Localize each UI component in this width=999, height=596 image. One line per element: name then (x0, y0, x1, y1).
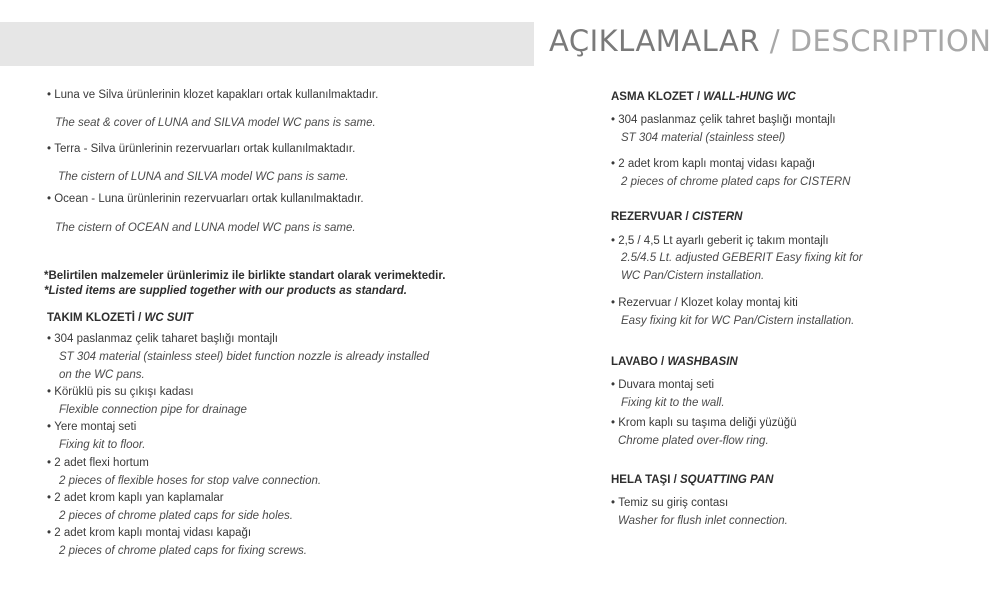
note-3-tr: • Ocean - Luna ürünlerinin rezervuarları ortak kullanılmaktadır. (47, 192, 364, 206)
cistern-item-2-tr: • Rezervuar / Klozet kolay montaj kiti (611, 296, 798, 310)
wc-suit-item-1-en: ST 304 material (stainless steel) bidet function nozzle is already installed (59, 351, 430, 363)
wall-hung-item-2-tr: • 2 adet krom kaplı montaj vidası kapağı (611, 157, 815, 171)
wc-suit-item-1-tr: • 304 paslanmaz çelik taharet başlığı montajlı (47, 332, 278, 346)
wc-suit-item-5-en: 2 pieces of chrome plated caps for side holes. (59, 510, 293, 522)
header-band (0, 22, 534, 66)
title-sep: / (759, 24, 790, 58)
wc-suit-item-1-en2: on the WC pans. (59, 369, 145, 381)
page-title (549, 24, 992, 58)
wc-suit-item-4-tr: • 2 adet flexi hortum (47, 456, 149, 470)
wc-suit-item-2-tr: • Körüklü pis su çıkışı kadası (47, 385, 194, 399)
washbasin-item-2-tr: • Krom kaplı su taşıma deliği yüzüğü (611, 416, 797, 430)
cistern-heading: REZERVUAR / CISTERN (611, 211, 743, 223)
title-tr: AÇIKLAMALAR (549, 24, 760, 58)
wall-hung-item-2-en: 2 pieces of chrome plated caps for CISTERN (621, 176, 851, 188)
note-1-tr: • Luna ve Silva ürünlerinin klozet kapakları ortak kullanılmaktadır. (47, 88, 378, 102)
wc-suit-item-3-tr: • Yere montaj seti (47, 420, 136, 434)
washbasin-heading: LAVABO / WASHBASIN (611, 356, 738, 368)
wc-suit-item-6-tr: • 2 adet krom kaplı montaj vidası kapağı (47, 526, 251, 540)
squatting-heading: HELA TAŞI / SQUATTING PAN (611, 474, 774, 486)
wc-suit-item-6-en: 2 pieces of chrome plated caps for fixing screws. (59, 545, 308, 557)
wc-suit-heading: TAKIM KLOZETİ / WC SUIT (47, 312, 194, 324)
wall-hung-item-1-en: ST 304 material (stainless steel) (621, 132, 786, 144)
cistern-item-1-tr: • 2,5 / 4,5 Lt ayarlı geberit iç takım montajlı (611, 234, 829, 248)
note-2-en: The cistern of LUNA and SILVA model WC pans is same. (58, 171, 349, 183)
cistern-item-1-en: 2.5/4.5 Lt. adjusted GEBERIT Easy fixing kit for (621, 252, 863, 264)
cistern-item-2-en: Easy fixing kit for WC Pan/Cistern installation. (621, 315, 855, 327)
wc-suit-item-2-en: Flexible connection pipe for drainage (59, 404, 247, 416)
standard-note-tr: *Belirtilen malzemeler ürünlerimiz ile birlikte standart olarak verimektedir. (44, 270, 446, 282)
wall-hung-item-1-tr: • 304 paslanmaz çelik tahret başlığı montajlı (611, 113, 836, 127)
note-3-en: The cistern of OCEAN and LUNA model WC pans is same. (55, 222, 356, 234)
wc-suit-item-5-tr: • 2 adet krom kaplı yan kaplamalar (47, 491, 224, 505)
squatting-item-1-en: Washer for flush inlet connection. (618, 515, 788, 527)
squatting-item-1-tr: • Temiz su giriş contası (611, 496, 728, 510)
wc-suit-item-3-en: Fixing kit to floor. (59, 439, 146, 451)
title-en: DESCRIPTION (789, 24, 992, 58)
wall-hung-heading: ASMA KLOZET / WALL-HUNG WC (611, 91, 796, 103)
washbasin-item-1-en: Fixing kit to the wall. (621, 397, 725, 409)
wc-suit-item-4-en: 2 pieces of flexible hoses for stop valve connection. (59, 475, 322, 487)
standard-note-en: *Listed items are supplied together with our products as standard. (44, 285, 407, 297)
washbasin-item-1-tr: • Duvara montaj seti (611, 378, 714, 392)
note-1-en: The seat & cover of LUNA and SILVA model WC pans is same. (55, 117, 376, 129)
note-2-tr: • Terra - Silva ürünlerinin rezervuarları ortak kullanılmaktadır. (47, 142, 355, 156)
cistern-item-1-en2: WC Pan/Cistern installation. (621, 270, 765, 282)
washbasin-item-2-en: Chrome plated over-flow ring. (618, 435, 769, 447)
